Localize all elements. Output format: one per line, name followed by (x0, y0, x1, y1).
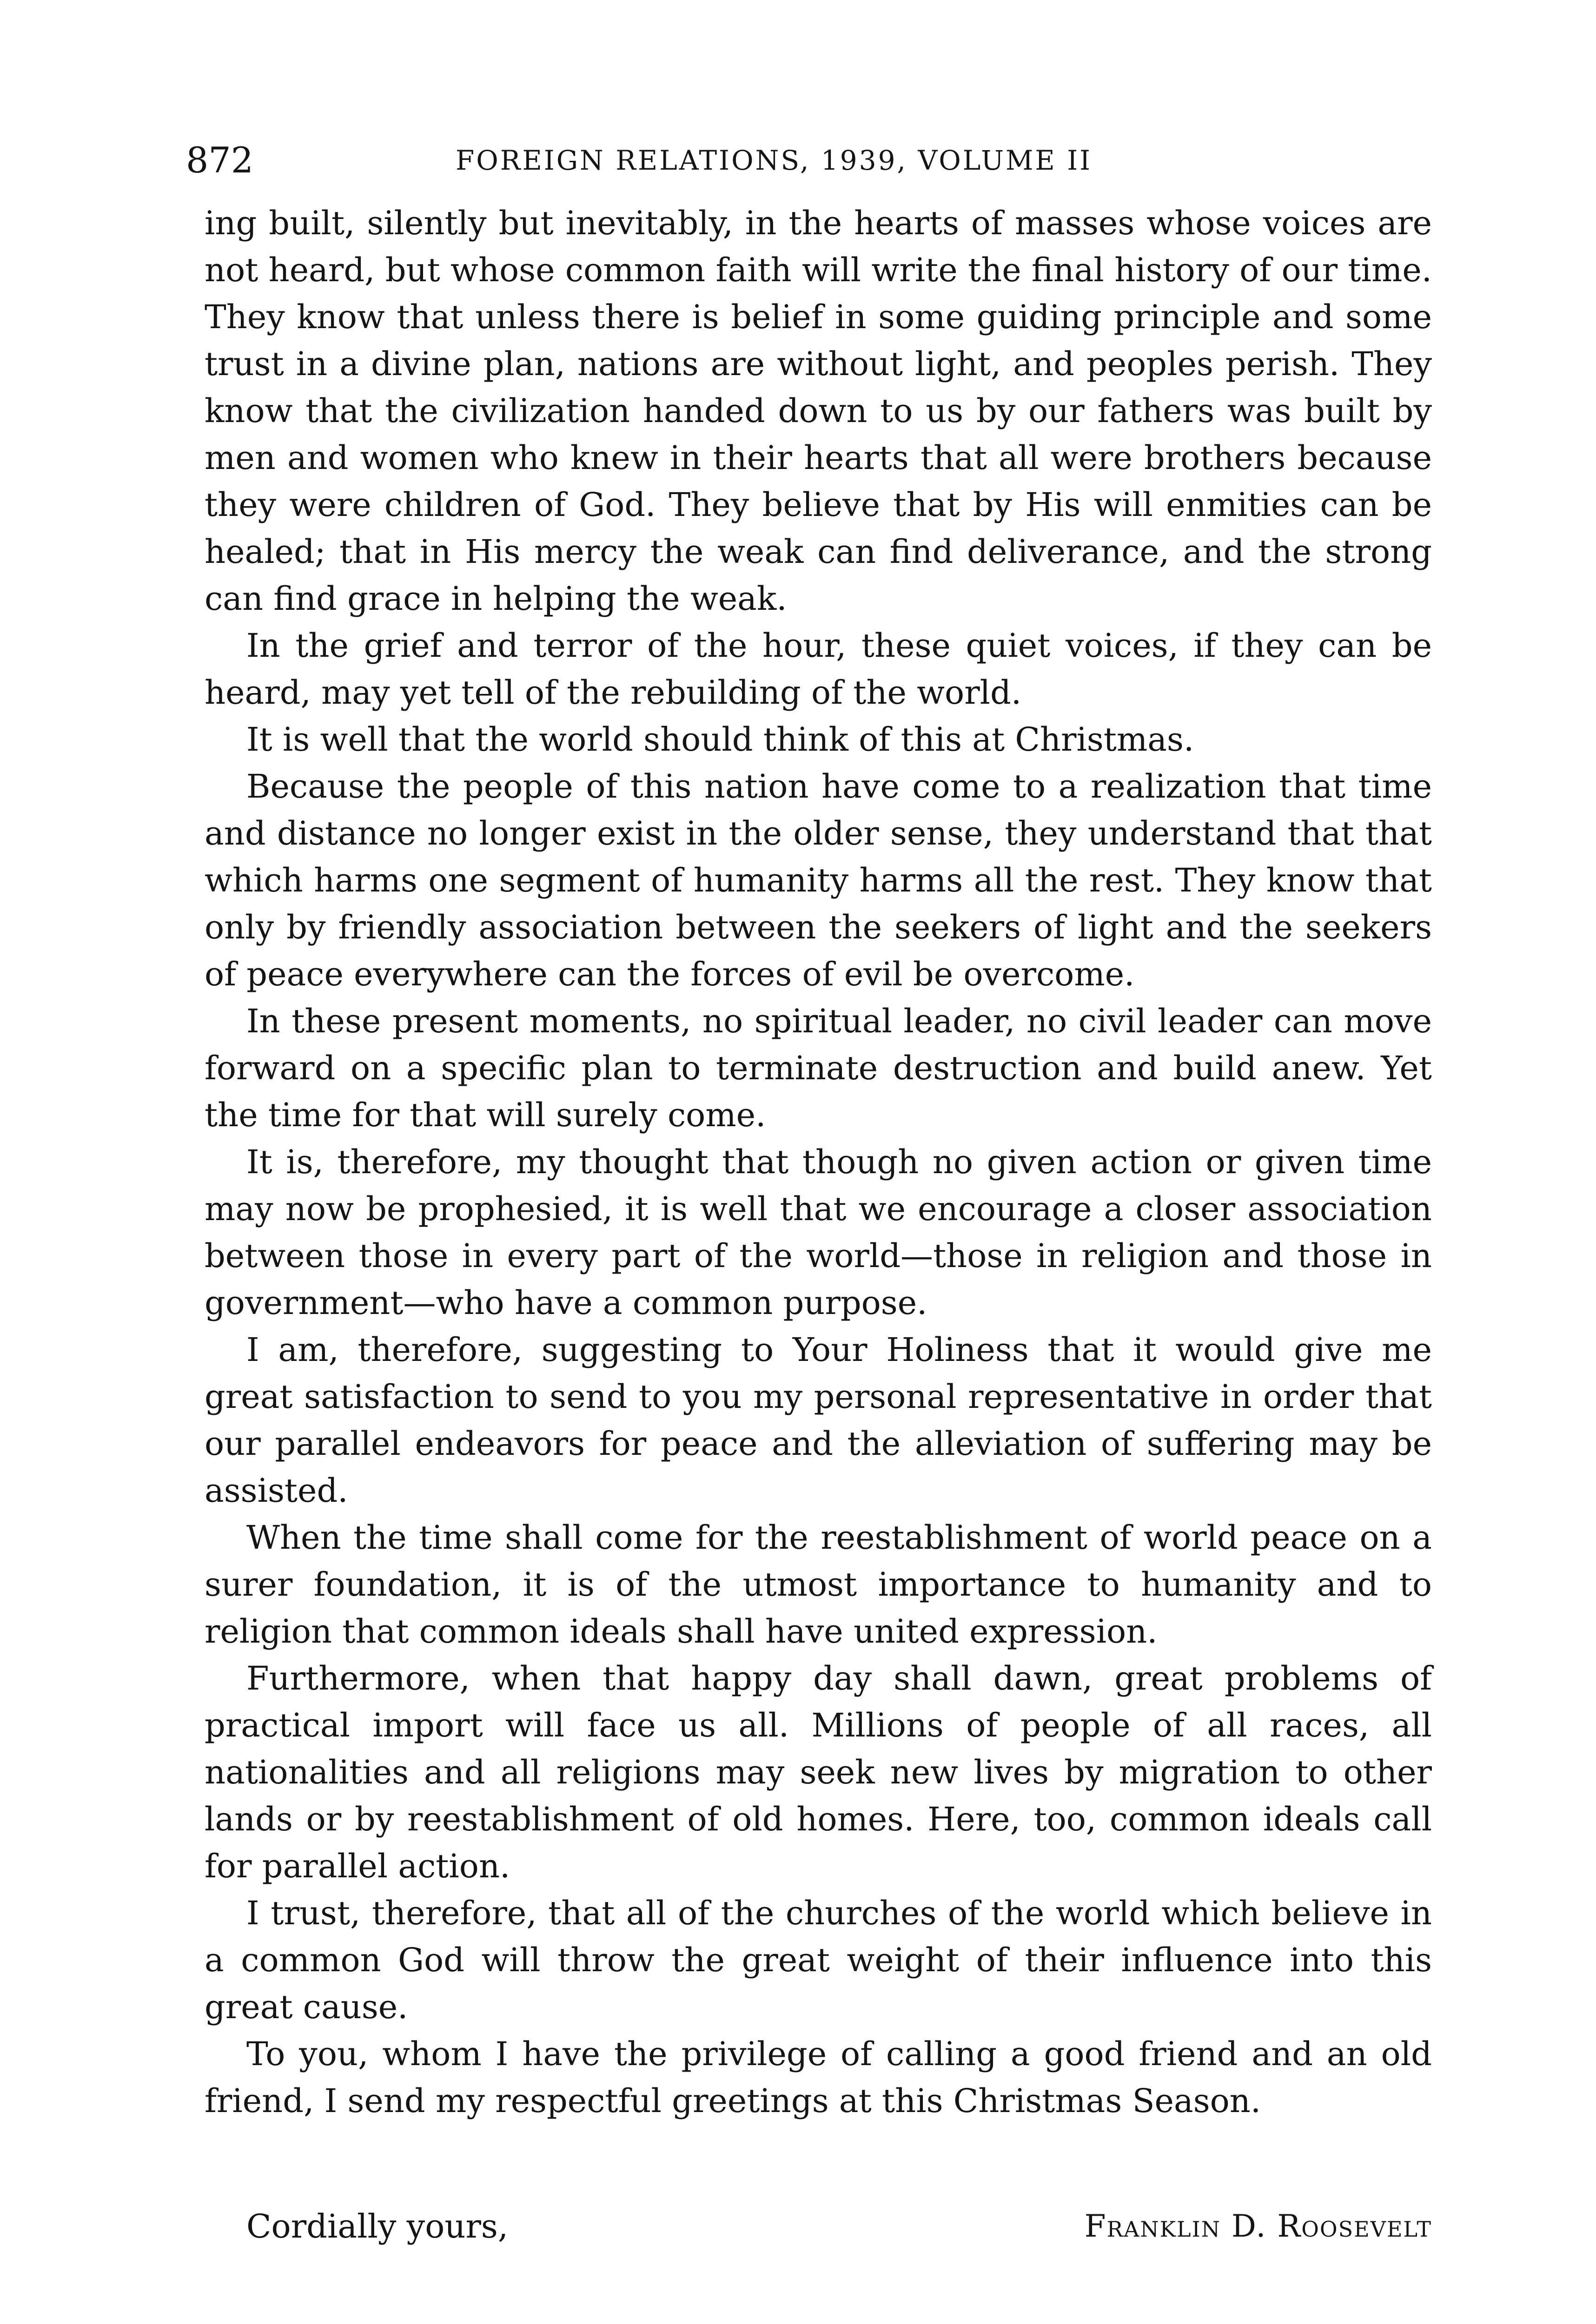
paragraph: Furthermore, when that happy day shall dawn, great problems of practical import will face us all. Millions of people of all races, all nationalities and all religions may seek new lives by migration to other lands or by reestablishment of old homes. Here, too, common ideals call for parallel action. (205, 1659, 1432, 1885)
paragraph: It is well that the world should think of this at Christmas. (246, 720, 1194, 759)
letter-closing (205, 2201, 1432, 2252)
page-number: 872 (186, 139, 254, 181)
paragraph: I trust, therefore, that all of the churches of the world which believe in a common God will throw the great weight of their influence into this great cause. (205, 1894, 1432, 2026)
paragraph: In the grief and terror of the hour, these quiet voices, if they can be heard, may yet tell of the rebuilding of the world. (205, 627, 1432, 712)
running-head (186, 135, 1432, 186)
paragraph: To you, whom I have the privilege of calling a good friend and an old friend, I send my respectful greetings at this Christmas Season. (205, 2035, 1432, 2120)
signature: Franklin D. Roosevelt (1084, 2208, 1432, 2244)
paragraph: I am, therefore, suggesting to Your Holiness that it would give me great satisfaction to send to you my personal representative in order that our parallel endeavors for peace and the alleviation of suffering may be assisted. (205, 1331, 1432, 1510)
paragraph: Because the people of this nation have come to a realization that time and distance no longer exist in the older sense, they understand that that which harms one segment of humanity harms all the rest. They know that only by friendly association between the seekers of light and the seekers of peace everywhere can the forces of evil be overcome. (205, 767, 1432, 993)
paragraph-continued: ing built, silently but inevitably, in the hearts of masses whose voices are not heard, but whose common faith will write the final history of our time. They know that unless there is belief in some guiding principle and some trust in a divine plan, nations are without light, and peoples perish. They know that the civilization handed down to us by our fathers was built by men and women who knew in their hearts that all were brothers because they were children of God. They believe that by His will enmities can be healed; that in His mercy the weak can find deliverance, and the strong can find grace in helping the weak. (205, 204, 1432, 618)
paragraph: It is, therefore, my thought that though no given action or given time may now be prophesied, it is well that we encourage a closer association between those in every part of the world—those in religion and those in government—who have a common purpose. (205, 1143, 1432, 1322)
document-page (186, 0, 1432, 2324)
letter-body (205, 200, 1432, 2125)
complimentary-close: Cordially yours, (246, 2207, 509, 2245)
running-title: FOREIGN RELATIONS, 1939, VOLUME II (456, 145, 1093, 176)
paragraph: In these present moments, no spiritual leader, no civil leader can move forward on a specific plan to terminate destruction and build anew. Yet the time for that will surely come. (205, 1002, 1432, 1134)
paragraph: When the time shall come for the reestablishment of world peace on a surer foundation, it is of the utmost importance to humanity and to religion that common ideals shall have united expression. (205, 1519, 1432, 1651)
